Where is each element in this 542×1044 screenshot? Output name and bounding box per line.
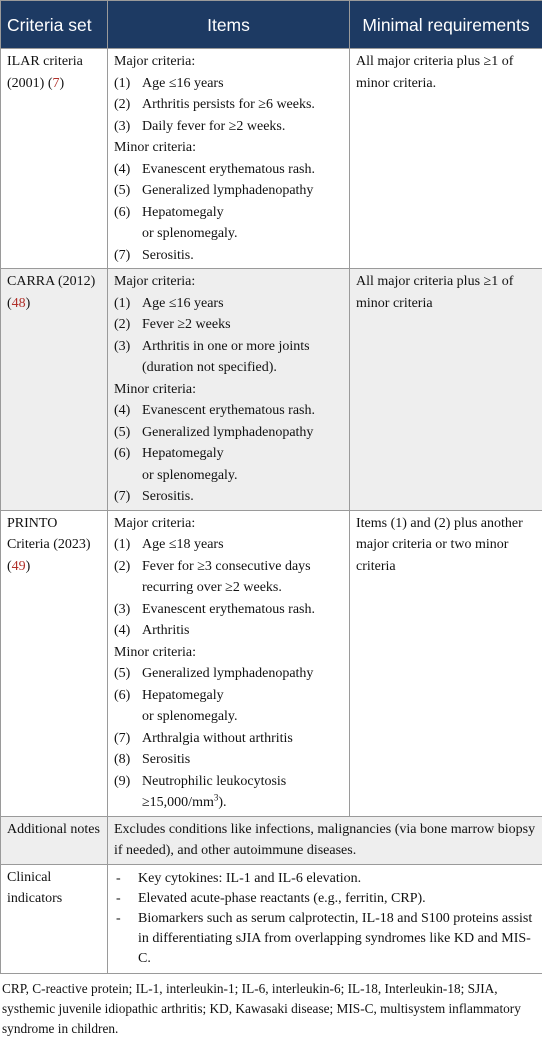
superscript-exponent: 3	[213, 792, 219, 803]
list-item	[114, 245, 343, 267]
item-number: (4)	[114, 623, 131, 638]
item-text: Arthritis	[142, 623, 190, 638]
requirements-cell: All major criteria plus ≥1 of minor criteria.	[350, 49, 542, 269]
list-item	[114, 909, 536, 969]
item-number: (4)	[114, 161, 131, 177]
header-row	[1, 1, 542, 49]
item-number: (6)	[114, 687, 131, 703]
requirements-cell: Items (1) and (2) plus another major criteria or two minor criteria	[350, 510, 542, 816]
list-item	[114, 73, 343, 95]
item-number: (1)	[114, 537, 131, 552]
items-cell	[108, 49, 350, 269]
item-text: Fever ≥2 weeks	[142, 317, 231, 332]
row-printo	[1, 510, 542, 816]
list-item	[114, 889, 536, 909]
item-number: (1)	[114, 75, 131, 91]
list-item	[114, 116, 343, 138]
list-item	[114, 599, 343, 621]
indicator-text: Key cytokines: IL-1 and IL-6 elevation.	[138, 870, 362, 886]
list-item	[114, 534, 343, 556]
item-text-main: Neutrophilic leukocytosis ≥15,000/mm	[142, 773, 287, 810]
indicator-list	[114, 869, 536, 969]
header-criteria-set: Criteria set	[1, 1, 108, 49]
item-text: Serositis	[142, 752, 191, 767]
list-item	[114, 728, 343, 750]
criteria-set-cell	[1, 49, 108, 269]
bullet-dash: -	[116, 870, 121, 886]
criteria-set-name: ILAR criteria (2001) (	[7, 54, 83, 91]
item-number: (7)	[114, 489, 131, 504]
item-number: (3)	[114, 601, 131, 617]
items-cell	[108, 510, 350, 816]
item-number: (9)	[114, 773, 131, 789]
item-number: (5)	[114, 666, 131, 681]
item-text: Evanescent erythematous rash.	[142, 403, 315, 418]
item-text: Generalized lymphadenopathy	[142, 183, 314, 198]
item-text: Fever for ≥3 consecutive days recurring over ≥2 weeks.	[142, 558, 311, 595]
list-item	[114, 556, 343, 599]
item-text: Serositis.	[142, 489, 194, 504]
list-item	[114, 293, 343, 315]
item-number: (5)	[114, 424, 131, 440]
list-item	[114, 620, 343, 642]
row-ilar	[1, 49, 542, 269]
major-criteria-label: Major criteria:	[114, 515, 196, 531]
list-item	[114, 486, 343, 508]
item-text: Age ≤18 years	[142, 537, 224, 552]
header-minimal-requirements: Minimal requirements	[350, 1, 542, 49]
minor-criteria-label: Minor criteria:	[114, 381, 197, 397]
row-clinical-indicators	[1, 864, 542, 973]
list-item	[114, 869, 536, 889]
table-footnote: CRP, C-reactive protein; IL-1, interleukin-1; IL-6, interleukin-6; IL-18, Interleukin-18; SJIA, systhemic juvenile idiopathic arthritis; KD, Kawasaki disease; MIS-C, multisystem inflammatory syndrome in children.	[2, 980, 521, 1036]
item-number: (3)	[114, 338, 131, 354]
list-item	[114, 749, 343, 771]
item-text: Hepatomegaly or splenomegaly.	[142, 687, 238, 724]
indicator-text: Biomarkers such as serum calprotectin, IL-18 and S100 proteins assist in differentiating sJIA from overlapping syndromes like KD and MIS-C.	[138, 910, 533, 966]
item-number: (2)	[114, 317, 131, 332]
item-text: Generalized lymphadenopathy	[142, 424, 314, 440]
item-text: Arthritis persists for ≥6 weeks.	[142, 97, 315, 112]
item-text-tail: ).	[218, 795, 227, 810]
item-text	[142, 771, 292, 814]
list-item	[114, 685, 343, 728]
row-additional-notes	[1, 816, 542, 864]
notes-label: Additional notes	[1, 816, 108, 864]
row-carra	[1, 269, 542, 511]
list-item	[114, 202, 343, 245]
list-item	[114, 400, 343, 422]
criteria-set-cell	[1, 510, 108, 816]
item-text: Serositis.	[142, 247, 194, 263]
reference-link[interactable]: 7	[52, 75, 60, 91]
item-number: (3)	[114, 118, 131, 134]
item-text: Arthritis in one or more joints (duration not specified).	[142, 338, 310, 375]
bullet-dash: -	[116, 910, 121, 926]
criteria-set-name: PRINTO Criteria (2023) (	[7, 515, 91, 574]
indicators-cell	[108, 864, 542, 973]
list-item	[114, 771, 343, 814]
item-text: Evanescent erythematous rash.	[142, 161, 315, 177]
indicator-text: Elevated acute-phase reactants (e.g., ferritin, CRP).	[138, 890, 426, 906]
minor-criteria-label: Minor criteria:	[114, 644, 197, 660]
reference-link[interactable]: 48	[11, 295, 26, 311]
item-number: (6)	[114, 446, 131, 461]
list-item	[114, 443, 343, 486]
item-number: (2)	[114, 97, 131, 112]
item-number: (2)	[114, 558, 131, 574]
item-number: (7)	[114, 247, 131, 263]
reference-link[interactable]: 49	[11, 558, 26, 574]
major-criteria-label: Major criteria:	[114, 274, 196, 289]
list-item	[114, 314, 343, 336]
list-item	[114, 159, 343, 181]
item-text: Age ≤16 years	[142, 295, 224, 311]
header-items: Items	[108, 1, 350, 49]
item-number: (1)	[114, 295, 131, 311]
list-item	[114, 336, 343, 379]
item-text: Daily fever for ≥2 weeks.	[142, 118, 286, 134]
indicators-label: Clinical indicators	[1, 864, 108, 973]
item-text: Age ≤16 years	[142, 75, 224, 91]
item-number: (4)	[114, 403, 131, 418]
item-text: Arthralgia without arthritis	[142, 730, 293, 746]
items-cell	[108, 269, 350, 511]
item-text: Evanescent erythematous rash.	[142, 601, 315, 617]
major-criteria-label: Major criteria:	[114, 54, 196, 69]
criteria-set-cell	[1, 269, 108, 511]
minor-criteria-label: Minor criteria:	[114, 140, 197, 155]
item-text: Generalized lymphadenopathy	[142, 666, 314, 681]
list-item	[114, 180, 343, 202]
item-number: (7)	[114, 730, 131, 746]
criteria-set-close: )	[25, 295, 31, 311]
list-item	[114, 422, 343, 444]
item-text: Hepatomegaly or splenomegaly.	[142, 446, 238, 483]
item-number: (6)	[114, 204, 131, 220]
item-number: (5)	[114, 183, 131, 198]
criteria-set-close: )	[59, 75, 65, 91]
notes-text: Excludes conditions like infections, malignancies (via bone marrow biopsy if needed), and other autoimmune diseases.	[108, 816, 542, 864]
list-item	[114, 663, 343, 685]
bullet-dash: -	[116, 890, 121, 906]
criteria-set-close: )	[25, 558, 31, 574]
item-text: Hepatomegaly or splenomegaly.	[142, 204, 238, 241]
criteria-set-name: CARRA (2012) (	[7, 274, 96, 311]
requirements-cell: All major criteria plus ≥1 of minor criteria	[350, 269, 542, 511]
list-item	[114, 94, 343, 116]
item-number: (8)	[114, 752, 131, 767]
